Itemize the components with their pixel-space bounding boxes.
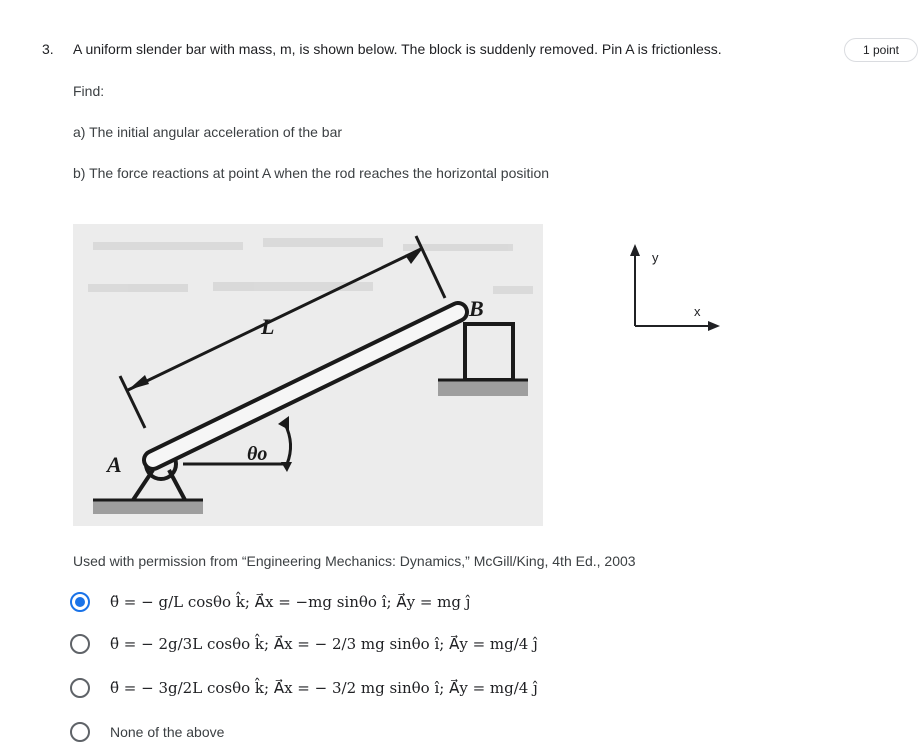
option-label: θ̈ = − g/L cosθo k̂; A⃗x = −mg sinθo î; A⃗y = mg ĵ bbox=[110, 593, 471, 611]
ground-b bbox=[438, 380, 528, 396]
points-badge: 1 point bbox=[844, 38, 918, 62]
option-label: None of the above bbox=[110, 724, 225, 740]
radio-icon[interactable] bbox=[70, 678, 90, 698]
option-label: θ̈ = − 3g/2L cosθo k̂; A⃗x = − 3/2 mg sinθo î; A⃗y = mg/4 ĵ bbox=[110, 679, 538, 697]
label-l: L bbox=[261, 314, 275, 339]
option-2[interactable] bbox=[70, 630, 538, 658]
radio-icon[interactable] bbox=[70, 634, 90, 654]
ground-a bbox=[93, 500, 203, 514]
label-a: A bbox=[107, 452, 122, 477]
coordinate-axes bbox=[620, 240, 730, 340]
radio-selected-icon[interactable] bbox=[70, 592, 90, 612]
label-theta: θo bbox=[247, 443, 268, 465]
axis-y-label: y bbox=[652, 250, 659, 265]
part-b-text: b) The force reactions at point A when the rod reaches the horizontal position bbox=[73, 165, 550, 181]
figure-credit: Used with permission from “Engineering Mechanics: Dynamics,” McGill/King, 4th Ed., 2003 bbox=[73, 553, 636, 569]
option-4[interactable] bbox=[70, 718, 224, 746]
option-3[interactable] bbox=[70, 674, 538, 702]
option-label: θ̈ = − 2g/3L cosθo k̂; A⃗x = − 2/3 mg sinθo î; A⃗y = mg/4 ĵ bbox=[110, 635, 538, 653]
part-a-text: a) The initial angular acceleration of the bar bbox=[73, 124, 343, 140]
question-text: A uniform slender bar with mass, m, is shown below. The block is suddenly removed. Pin A is frictionless. bbox=[73, 41, 722, 57]
option-1[interactable] bbox=[70, 588, 470, 616]
bar-diagram bbox=[73, 224, 543, 526]
label-b: B bbox=[469, 296, 484, 321]
radio-icon[interactable] bbox=[70, 722, 90, 742]
find-label: Find: bbox=[73, 83, 105, 99]
bar-diagram-figure bbox=[73, 224, 543, 526]
question-number: 3. bbox=[42, 41, 54, 57]
axis-x-label: x bbox=[694, 304, 701, 319]
